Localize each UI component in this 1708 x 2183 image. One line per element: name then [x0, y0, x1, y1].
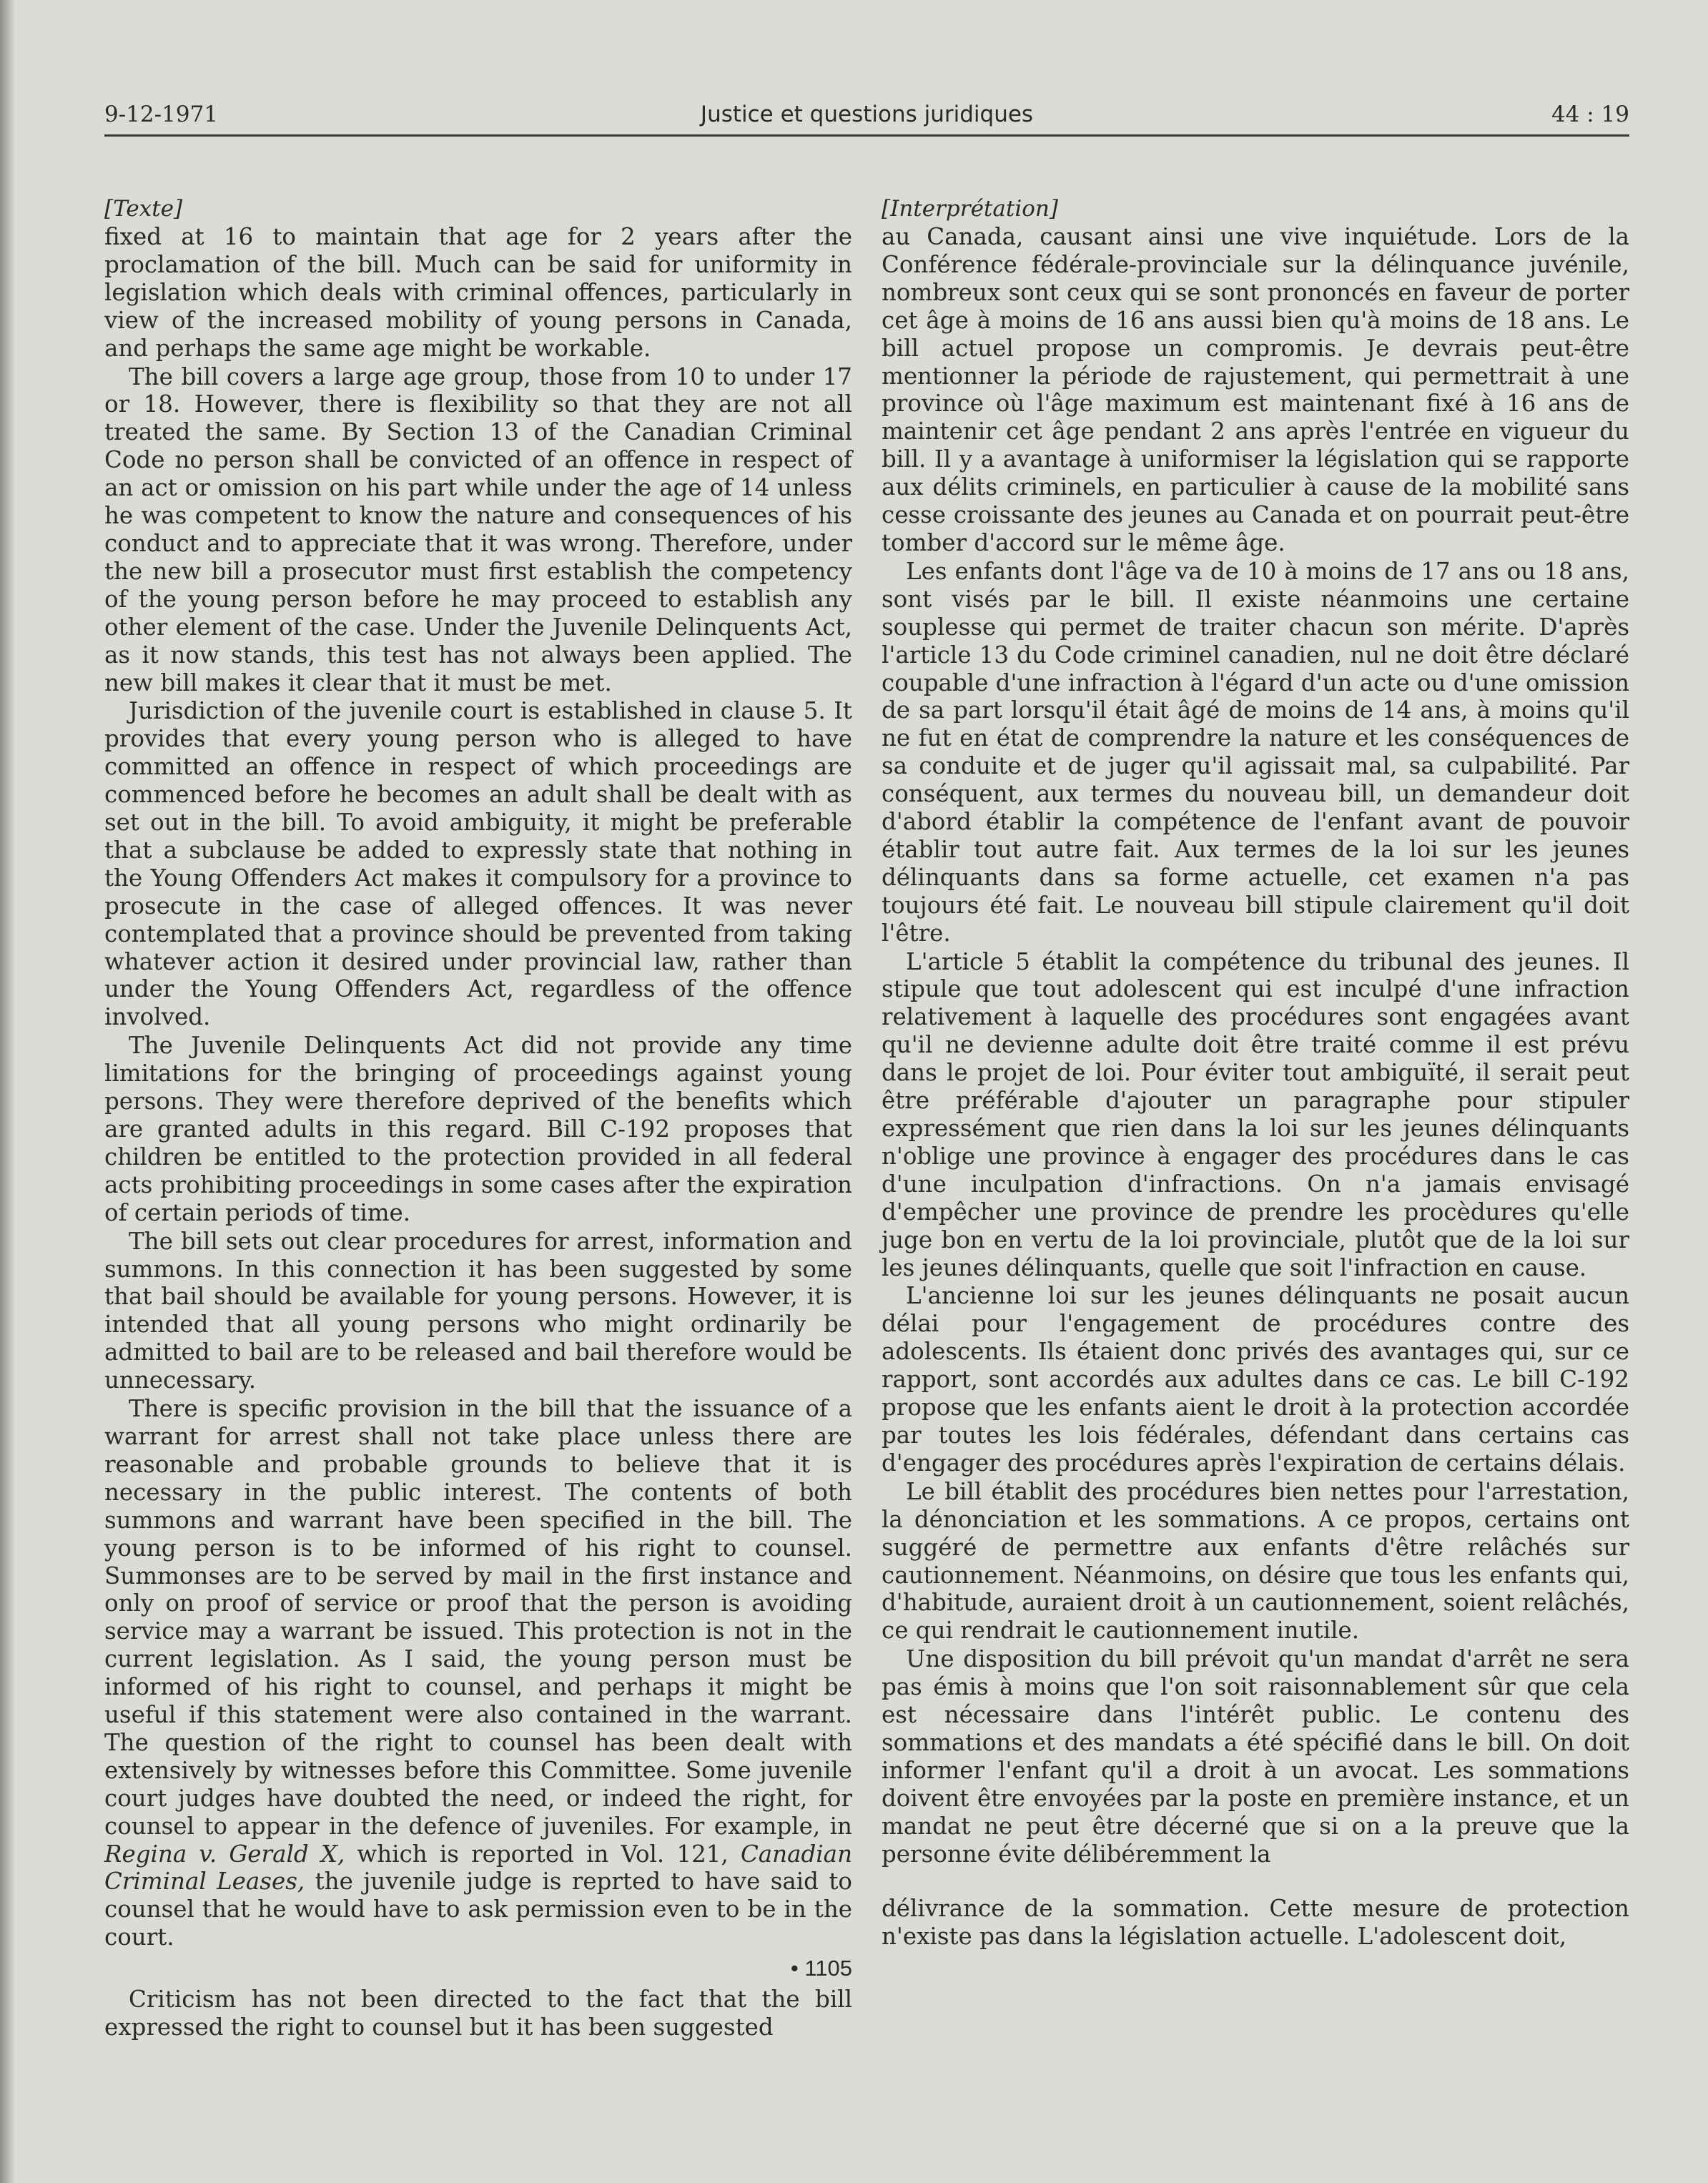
paragraph: au Canada, causant ainsi une vive inquiétude. Lors de la Conférence fédérale-provinciale sur la délinquance juvénile, nombreux sont ceux qui se sont prononcés en faveur de porter cet âge à moins de 16 ans aussi bien qu'à moins de 18 ans. Le bill actuel propose un compromis. Je devrais peut-être mentionner la période de rajustement, qui permettrait à une province où l'âge maximum est maintenant fixé à 16 ans de maintenir cet âge pendant 2 ans après l'entrée en vigueur du bill. Il y a avantage à uniformiser la législation qui se rapporte aux délits criminels, en particulier à cause de la mobilité sans cesse croissante des jeunes au Canada et on pourrait peut-être tomber d'accord sur le même âge. [882, 223, 1629, 556]
column-label-interpretation: [Interprétation] [882, 196, 1058, 222]
column-gap [882, 1868, 1629, 1895]
header-page-number: 44 : 19 [1551, 102, 1629, 127]
text-run: There is specific provision in the bill that the issuance of a warrant for arrest shall not take place unless there are reasonable and probable grounds to believe that it is necessary in the public interest. The contents of both summons and warrant have been specified in the bill. The young person is to be informed of his right to counsel. Summonses are to be served by mail in the first instance and only on proof of service or proof that the person is avoiding service may a warrant be issued. This protection is not in the current legislation. As I said, the young person must be informed of his right to counsel, and perhaps it might be useful if this statement were also contained in the warrant. The question of the right to counsel has been dealt with extensively by witnesses before this Committee. Some juvenile court judges have doubted the need, or indeed the right, for counsel to appear in the defence of juveniles. For example, in [104, 1395, 852, 1840]
case-citation: Regina v. Gerald X, [104, 1840, 345, 1868]
time-marker: • 1105 [790, 1956, 852, 1981]
paragraph: Jurisdiction of the juvenile court is established in clause 5. It provides that every young person who is alleged to have committed an offence in respect of which proceedings are commenced before he becomes an adult shall be dealt with as set out in the bill. To avoid ambiguity, it might be preferable that a subclause be added to expressly state that nothing in the Young Offenders Act makes it compulsory for a province to prosecute in the case of alleged offences. It was never contemplated that a province should be prevented from taking whatever action it desired under provincial law, rather than under the Young Offenders Act, regardless of the offence involved. [104, 697, 852, 1031]
paragraph: délivrance de la sommation. Cette mesure de protection n'existe pas dans la législation actuelle. L'adolescent doit, [882, 1895, 1629, 1951]
text-run: the juvenile judge is reprted to have said to counsel that he would have to ask permission even to be in the court. [104, 1868, 852, 1951]
paragraph: Les enfants dont l'âge va de 10 à moins de 17 ans ou 18 ans, sont visés par le bill. Il existe néanmoins une certaine souplesse qui permet de traiter chacun son mérite. D'après l'article 13 du Code criminel canadien, nul ne doit être déclaré coupable d'une infraction à l'égard d'un acte ou d'une omission de sa part lorsqu'il était âgé de moins de 14 ans, à moins qu'il ne fut en état de comprendre la nature et les conséquences de sa conduite et de juger qu'il agissait mal, sa culpabilité. Par conséquent, aux termes du nouveau bill, un demandeur doit d'abord établir la compétence de l'enfant avant de pouvoir établir tout autre fait. Aux termes de la loi sur les jeunes délinquants dans sa forme actuelle, cet examen n'a pas toujours été fait. Le nouveau bill stipule clairement qu'il doit l'être. [882, 557, 1629, 947]
english-column [104, 194, 852, 2041]
report-citation: Canadian Criminal Leases, [104, 1840, 852, 1896]
paragraph: L'article 5 établit la compétence du tribunal des jeunes. Il stipule que tout adolescent qui est inculpé d'une infraction relativement à laquelle des procédures sont engagées avant qu'il ne devienne adulte doit être traité comme il est prévu dans le projet de loi. Pour éviter tout ambiguïté, il serait peut être préférable d'ajouter un paragraphe pour stipuler expressément que rien dans la loi sur les jeunes délinquants n'oblige une province à engager des procédures dans le cas d'une inculpation d'infractions. On n'a jamais envisagé d'empêcher une province de prendre les procèdures qu'elle juge bon en vertu de la loi provinciale, plutôt que de la loi sur les jeunes délinquants, quelle que soit l'infraction en cause. [882, 947, 1629, 1281]
paragraph: Criticism has not been directed to the fact that the bill expressed the right to counsel but it has been suggested [104, 1986, 852, 2041]
header-title: Justice et questions juridiques [700, 102, 1034, 127]
header-date: 9-12-1971 [104, 102, 219, 127]
paragraph: L'ancienne loi sur les jeunes délinquants ne posait aucun délai pour l'engagement de procédures contre des adolescents. Ils étaient donc privés des avantages qui, sur ce rapport, sont accordés aux adultes dans ce cas. Le bill C-192 propose que les enfants aient le droit à la protection accordée par toutes les lois fédérales, défendant dans certains cas d'engager des procédures après l'expiration de certains délais. [882, 1282, 1629, 1477]
paragraph: fixed at 16 to maintain that age for 2 years after the proclamation of the bill. Much can be said for uniformity in legislation which deals with criminal offences, particularly in view of the increased mobility of young persons in Canada, and perhaps the same age might be workable. [104, 223, 852, 362]
paragraph: Le bill établit des procédures bien nettes pour l'arrestation, la dénonciation et les sommations. A ce propos, certains ont suggéré de permettre aux enfants d'être relâchés sur cautionnement. Néanmoins, on désire que tous les enfants qui, d'habitude, auraient droit à un cautionnement, soient relâchés, ce qui rendrait le cautionnement inutile. [882, 1477, 1629, 1645]
column-label-text: [Texte] [104, 196, 183, 222]
page-spine-shadow [0, 0, 16, 2183]
french-column [882, 194, 1629, 1951]
paragraph: Une disposition du bill prévoit qu'un mandat d'arrêt ne sera pas émis à moins que l'on soit raisonnablement sûr que cela est nécessaire dans l'intérêt public. Le contenu des sommations et des mandats a été spécifié dans le bill. On doit informer l'enfant qu'il a droit à un avocat. Les sommations doivent être envoyées par la poste en première instance, et un mandat ne peut être décerné que si on a la preuve que la personne évite délibéremment la [882, 1645, 1629, 1868]
paragraph: The bill sets out clear procedures for arrest, information and summons. In this connection it has been suggested by some that bail should be available for young persons. However, it is intended that all young persons who might ordinarily be admitted to bail are to be released and bail therefore would be unnecessary. [104, 1227, 852, 1394]
text-run: which is reported in Vol. 121, [345, 1840, 741, 1868]
paragraph: The Juvenile Delinquents Act did not provide any time limitations for the bringing of proceedings against young persons. They were therefore deprived of the benefits which are granted adults in this regard. Bill C-192 proposes that children be entitled to the protection provided in all federal acts prohibiting proceedings in some cases after the expiration of certain periods of time. [104, 1032, 852, 1226]
page-header [104, 94, 1629, 137]
paragraph: The bill covers a large age group, those from 10 to under 17 or 18. However, there is flexibility so that they are not all treated the same. By Section 13 of the Canadian Criminal Code no person shall be convicted of an offence in respect of an act or omission on his part while under the age of 14 unless he was competent to know the nature and consequences of his conduct and to appreciate that it was wrong. Therefore, under the new bill a prosecutor must first establish the competency of the young person before he may proceed to establish any other element of the case. Under the Juvenile Delinquents Act, as it now stands, this test has not always been applied. The new bill makes it clear that it must be met. [104, 363, 852, 696]
paragraph [104, 1395, 852, 1951]
